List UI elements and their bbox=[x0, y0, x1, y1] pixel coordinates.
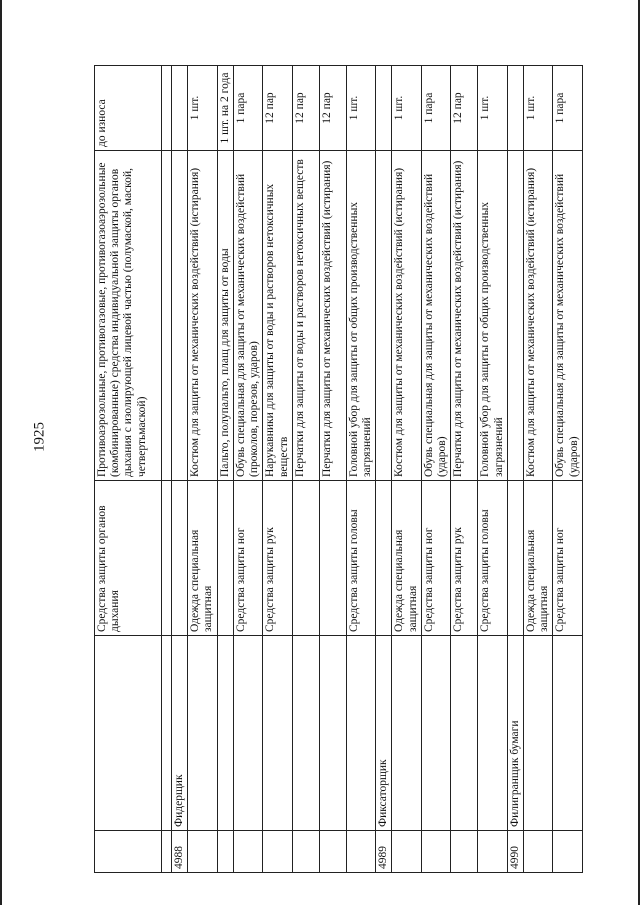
cell-number: 4989 bbox=[376, 831, 392, 873]
cell-category bbox=[217, 481, 233, 636]
cell-category: Одежда специальная защитная bbox=[523, 481, 552, 636]
scan-edge-left bbox=[0, 0, 2, 905]
cell-item: Противоаэрозольные, противогазовые, противогазоаэрозольные (комбинированные) средства индивидуальной защиты органов дыхания с изолирующей лицевой частью (полумаской, маской, четвертьмаской) bbox=[95, 151, 162, 481]
cell-category bbox=[292, 481, 319, 636]
table-row bbox=[188, 66, 217, 873]
table-row bbox=[292, 66, 319, 873]
page-number: 1925 bbox=[31, 422, 48, 452]
table-row bbox=[346, 66, 375, 873]
table-row bbox=[95, 66, 162, 873]
cell-norm: до износа bbox=[95, 66, 162, 151]
cell-item: Костюм для защиты от механических воздействий (истирания) bbox=[188, 151, 217, 481]
cell-item: Костюм для защиты от механических воздействий (истирания) bbox=[523, 151, 552, 481]
cell-profession: Фиксаторщик bbox=[376, 636, 392, 831]
cell-norm: 1 пара bbox=[233, 66, 262, 151]
cell-category: Средства защиты ног bbox=[233, 481, 262, 636]
cell-item: Обувь специальная для защиты от механических воздействий (ударов) bbox=[553, 151, 582, 481]
cell-item: Обувь специальная для защиты от механических воздействий (проколов, порезов, ударов) bbox=[233, 151, 262, 481]
cell-category: Средства защиты головы bbox=[346, 481, 375, 636]
group-header-row bbox=[507, 66, 523, 873]
cell-item: Перчатки для защиты от механических воздействий (истирания) bbox=[451, 151, 478, 481]
cell-category: Одежда специальная защитная bbox=[188, 481, 217, 636]
cell-category: Одежда специальная защитная bbox=[392, 481, 421, 636]
cell-item: Костюм для защиты от механических воздействий (истирания) bbox=[392, 151, 421, 481]
cell-norm: 12 пар bbox=[292, 66, 319, 151]
cell-norm: 1 шт. bbox=[478, 66, 507, 151]
cell-norm: 1 пара bbox=[553, 66, 582, 151]
cell-norm: 12 пар bbox=[263, 66, 292, 151]
table-row bbox=[392, 66, 421, 873]
cell-category: Средства защиты органов дыхания bbox=[95, 481, 162, 636]
table-row bbox=[233, 66, 262, 873]
cell-norm: 1 шт. на 2 года bbox=[217, 66, 233, 151]
group-header-row bbox=[172, 66, 188, 873]
table-row bbox=[553, 66, 582, 873]
table-row bbox=[421, 66, 450, 873]
rotated-page-area bbox=[94, 66, 614, 873]
cell-number bbox=[95, 831, 162, 873]
cell-item: Перчатки для защиты от механических воздействий (истирания) bbox=[319, 151, 346, 481]
cell-number: 4988 bbox=[172, 831, 188, 873]
cell-item: Обувь специальная для защиты от механических воздействий (ударов) bbox=[421, 151, 450, 481]
cell-category: Средства защиты рук bbox=[263, 481, 292, 636]
cell-category: Средства защиты рук bbox=[451, 481, 478, 636]
cell-profession bbox=[95, 636, 162, 831]
cell-category bbox=[319, 481, 346, 636]
cell-item: Перчатки для защиты от воды и растворов нетоксичных веществ bbox=[292, 151, 319, 481]
group-header-row bbox=[376, 66, 392, 873]
cell-item: Нарукавники для защиты от воды и растворов нетоксичных веществ bbox=[263, 151, 292, 481]
cell-item: Головной убор для защиты от общих производственных загрязнений bbox=[346, 151, 375, 481]
cell-norm: 1 шт. bbox=[523, 66, 552, 151]
table-row bbox=[162, 66, 172, 873]
table-row bbox=[523, 66, 552, 873]
table-row bbox=[451, 66, 478, 873]
table-row bbox=[263, 66, 292, 873]
ppe-norms-table-wrapper bbox=[94, 66, 614, 873]
cell-category: Средства защиты головы bbox=[478, 481, 507, 636]
cell-profession: Филигранщик бумаги bbox=[507, 636, 523, 831]
cell-norm: 1 шт. bbox=[346, 66, 375, 151]
cell-norm: 1 шт. bbox=[188, 66, 217, 151]
table-row bbox=[217, 66, 233, 873]
cell-norm: 12 пар bbox=[319, 66, 346, 151]
cell-norm: 1 шт. bbox=[392, 66, 421, 151]
ppe-norms-table bbox=[94, 65, 583, 873]
cell-category: Средства защиты ног bbox=[553, 481, 582, 636]
table-row bbox=[319, 66, 346, 873]
table-row bbox=[478, 66, 507, 873]
cell-item: Пальто, полупальто, плащ для защиты от воды bbox=[217, 151, 233, 481]
cell-profession: Фидерщик bbox=[172, 636, 188, 831]
cell-category: Средства защиты ног bbox=[421, 481, 450, 636]
cell-norm: 12 пар bbox=[451, 66, 478, 151]
cell-item: Головной убор для защиты от общих производственных загрязнений bbox=[478, 151, 507, 481]
cell-number: 4990 bbox=[507, 831, 523, 873]
cell-norm: 1 пара bbox=[421, 66, 450, 151]
